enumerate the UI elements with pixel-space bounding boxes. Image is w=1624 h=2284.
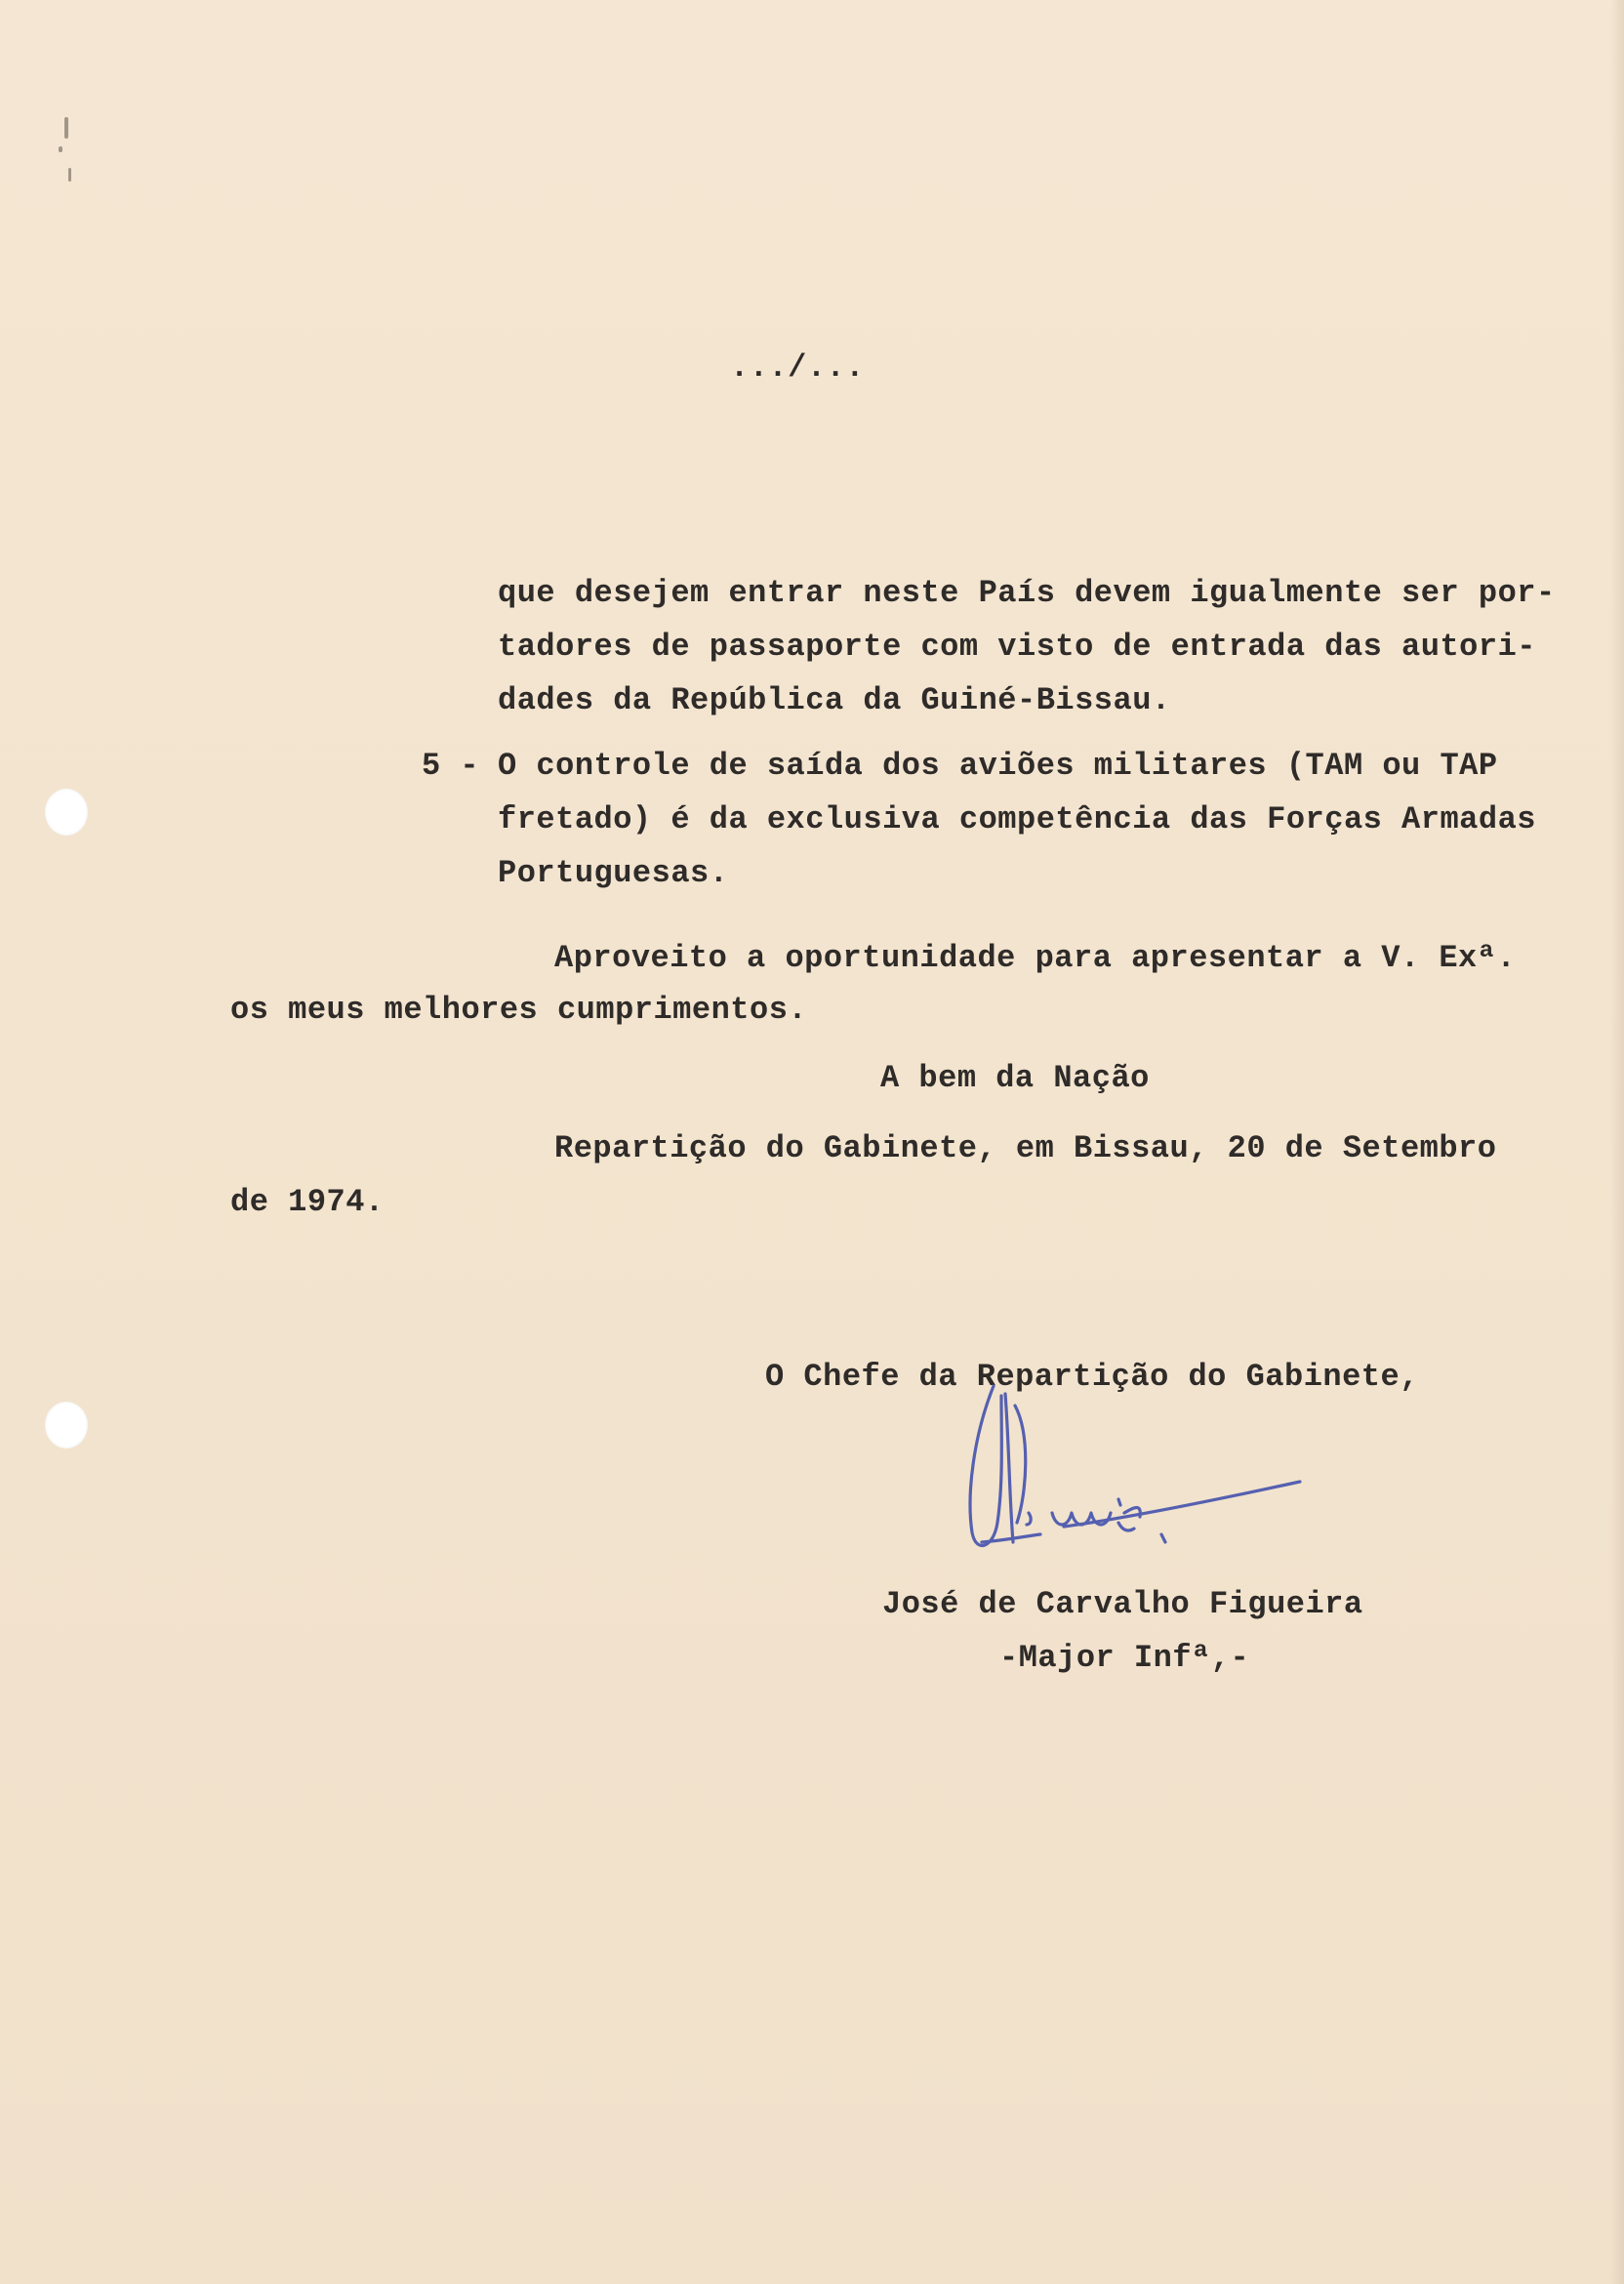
signer-name: José de Carvalho Figueira <box>882 1586 1363 1622</box>
paragraph-line: fretado) é da exclusiva competência das Forças Armadas <box>498 801 1536 837</box>
paragraph-line: dades da República da Guiné-Bissau. <box>498 682 1171 718</box>
signer-title: O Chefe da Repartição do Gabinete, <box>765 1359 1419 1395</box>
staple-mark <box>59 146 62 152</box>
paragraph-line: que desejem entrar neste País devem igualmente ser por- <box>498 575 1556 611</box>
item-number: 5 - <box>422 748 480 784</box>
handwritten-signature <box>947 1376 1318 1601</box>
punch-hole <box>45 789 88 836</box>
closing-salutation: A bem da Nação <box>880 1060 1150 1096</box>
punch-hole <box>45 1402 88 1448</box>
place-date-line: de 1974. <box>230 1184 385 1220</box>
continuation-marker: .../... <box>730 349 865 386</box>
page-edge-shadow <box>1610 0 1624 2284</box>
paragraph-line: Portuguesas. <box>498 855 729 891</box>
signature-strokes <box>970 1386 1300 1545</box>
paragraph-line: Aproveito a oportunidade para apresentar a V. Exª. <box>554 940 1517 976</box>
paragraph-line: os meus melhores cumprimentos. <box>230 992 808 1028</box>
paragraph-line: tadores de passaporte com visto de entrada das autori- <box>498 629 1536 665</box>
staple-mark <box>68 168 71 182</box>
paragraph-line: O controle de saída dos aviões militares (TAM ou TAP <box>498 748 1498 784</box>
signer-rank: -Major Infª,- <box>999 1640 1250 1676</box>
place-date-line: Repartição do Gabinete, em Bissau, 20 de Setembro <box>554 1130 1497 1166</box>
staple-mark <box>64 117 68 139</box>
